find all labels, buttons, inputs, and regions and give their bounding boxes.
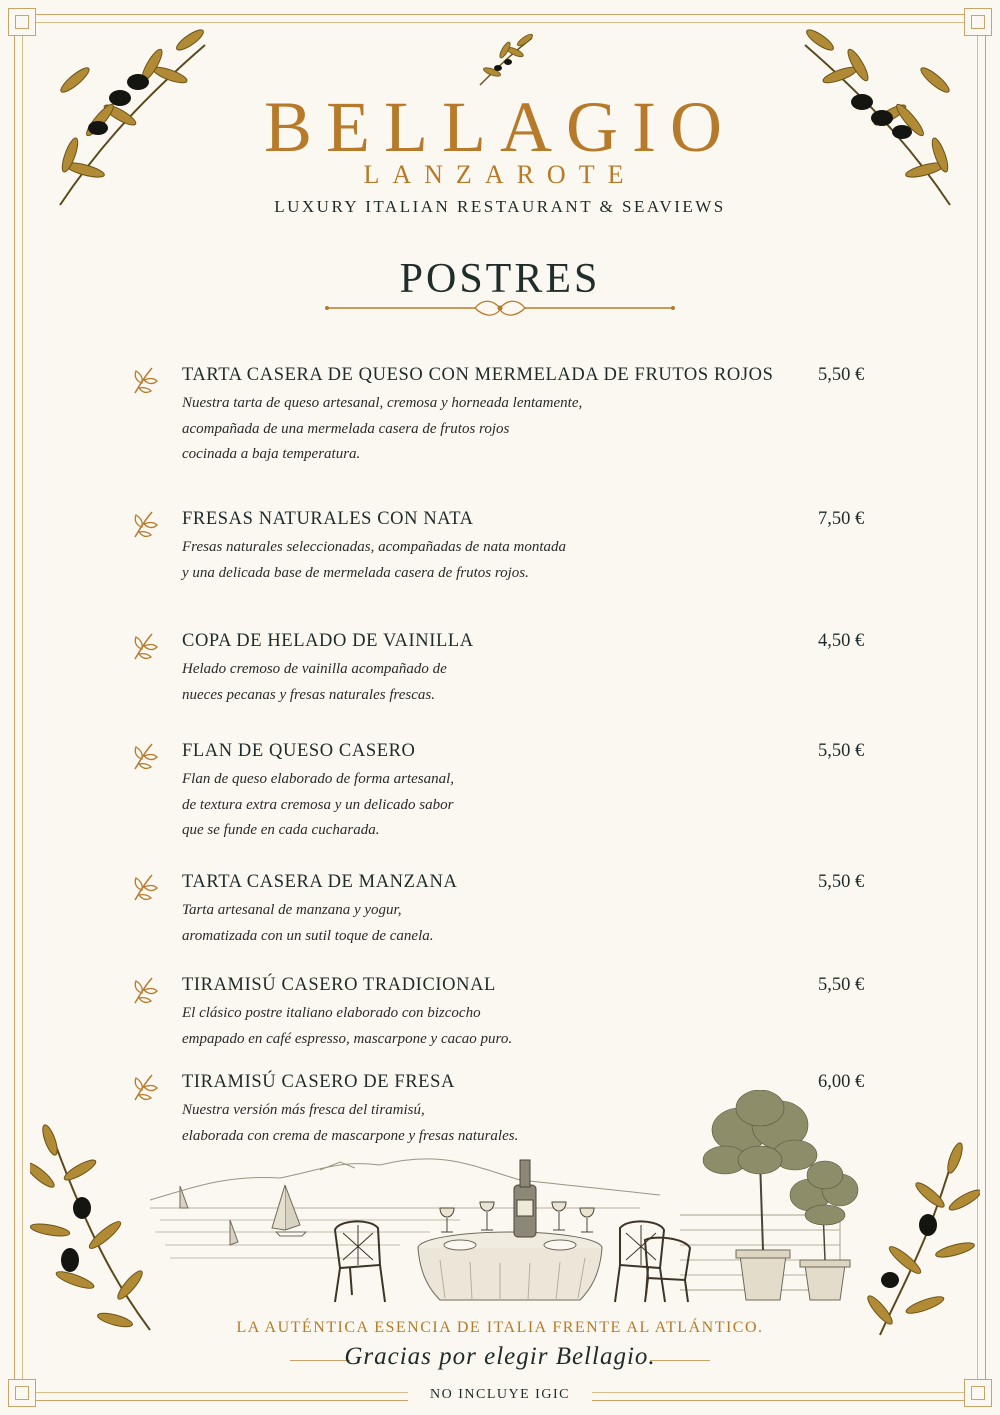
description-line: de textura extra cremosa y un delicado sabor: [182, 796, 454, 813]
olive-branch-icon: [860, 1140, 980, 1340]
item-price: 5,50 €: [818, 741, 865, 761]
description-line: empapado en café espresso, mascarpone y cacao puro.: [182, 1030, 513, 1047]
description-line: y una delicada base de mermelada casera de frutos rojos.: [182, 564, 529, 581]
item-price: 7,50 €: [818, 509, 865, 529]
thanks-message: Gracias por elegir Bellagio.: [344, 1343, 656, 1370]
description-line: elaborada con crema de mascarpone y fresas naturales.: [182, 1127, 519, 1144]
tax-note: NO INCLUYE IGIC: [430, 1387, 570, 1402]
brand-tagline: LUXURY ITALIAN RESTAURANT & SEAVIEWS: [274, 197, 726, 216]
brand-name: BELLAGIO: [264, 87, 736, 167]
wheat-leaf-icon: [130, 631, 160, 661]
item-price: 5,50 €: [818, 365, 865, 385]
item-description: [182, 391, 582, 468]
wheat-leaf-icon: [130, 365, 160, 395]
item-name: TARTA CASERA DE MANZANA: [182, 872, 458, 892]
olive-sprig-icon: [470, 30, 540, 90]
terrace-scene-illustration: [140, 1090, 860, 1305]
description-line: nueces pecanas y fresas naturales frescas.: [182, 686, 436, 703]
description-line: Nuestra tarta de queso artesanal, cremosa y horneada lentamente,: [182, 395, 583, 411]
item-description: [182, 767, 454, 844]
item-price: 4,50 €: [818, 631, 865, 651]
wheat-leaf-icon: [130, 741, 160, 771]
item-name: TIRAMISÚ CASERO TRADICIONAL: [182, 975, 496, 995]
footer-tagline: LA AUTÉNTICA ESENCIA DE ITALIA FRENTE AL ATLÁNTICO.: [236, 1319, 764, 1336]
wheat-leaf-icon: [130, 509, 160, 539]
item-price: 6,00 €: [818, 1072, 865, 1092]
brand-location: LANZAROTE: [363, 160, 637, 189]
item-price: 5,50 €: [818, 872, 865, 892]
description-line: que se funde en cada cucharada.: [182, 822, 380, 838]
item-description: [182, 898, 434, 949]
item-name: FRESAS NATURALES CON NATA: [182, 509, 474, 529]
item-description: [182, 535, 566, 586]
wheat-leaf-icon: [130, 872, 160, 902]
description-line: Flan de queso elaborado de forma artesanal,: [182, 771, 455, 787]
description-line: El clásico postre italiano elaborado con bizcocho: [182, 1005, 481, 1021]
description-line: aromatizada con un sutil toque de canela.: [182, 927, 434, 944]
item-name: FLAN DE QUESO CASERO: [182, 741, 416, 761]
item-price: 5,50 €: [818, 975, 865, 995]
item-name: TIRAMISÚ CASERO DE FRESA: [182, 1072, 455, 1092]
item-name: COPA DE HELADO DE VAINILLA: [182, 631, 474, 651]
item-description: [182, 657, 447, 708]
description-line: Helado cremoso de vainilla acompañado de: [182, 661, 447, 677]
description-line: Fresas naturales seleccionadas, acompañadas de nata montada: [182, 539, 566, 555]
item-name: TARTA CASERA DE QUESO CON MERMELADA DE FRUTOS ROJOS: [182, 365, 774, 385]
wheat-leaf-icon: [130, 975, 160, 1005]
description-line: Tarta artesanal de manzana y yogur,: [182, 902, 402, 918]
section-title: POSTRES: [399, 256, 601, 302]
corner-ornament-icon: [8, 8, 36, 36]
flourish-ornament-icon: [325, 296, 675, 322]
description-line: cocinada a baja temperatura.: [182, 446, 361, 462]
description-line: Nuestra versión más fresca del tiramisú,: [182, 1102, 425, 1118]
description-line: acompañada de una mermelada casera de frutos rojos: [182, 420, 510, 437]
item-description: [182, 1001, 512, 1052]
olive-branch-icon: [30, 1120, 170, 1340]
